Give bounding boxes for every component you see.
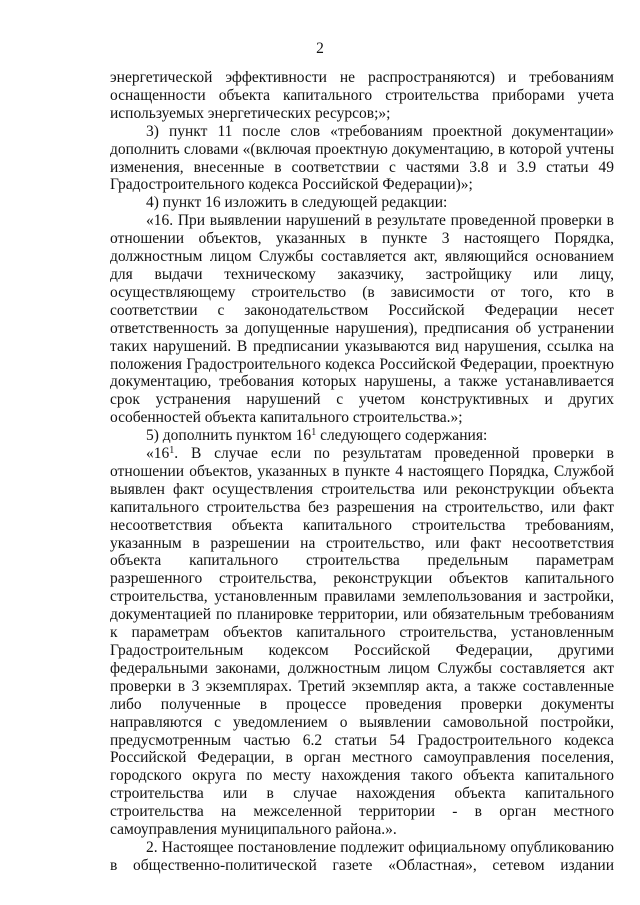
page-number: 2	[316, 40, 324, 57]
clause-16-1-text-before: «16	[146, 445, 170, 463]
paragraph-item-3: 3) пункт 11 после слов «требованиям проектной документации» дополнить словами «(включая проектную документацию, в которой учтены изменения, внесенные в соответствии с частями 3.8 и 3.9 статьи 49 Градостроительного кодекса Российской Федерации)»;	[110, 122, 614, 194]
paragraph-item-2-publication: 2. Настоящее постановление подлежит официальному опубликованию в общественно-политической газете «Областная», сетевом издании	[110, 838, 614, 874]
paragraph-clause-16-1	[110, 445, 614, 839]
paragraph-item-5	[110, 427, 614, 445]
clause-16-1-text-after: . В случае если по результатам проведенной проверки в отношении объектов, указанных в пункте 4 настоящего Порядка, Службой выявлен факт осуществления строительства или реконструкции объекта капитального строительства без разрешения на строительство, или факт несоответствия объекта капитального строительства требованиям, указанным в разрешении на строительство, или факт несоответствия объекта капитального строительства предельным параметрам разрешенного строительства, реконструкции объектов капитального строительства, установленным правилами землепользования и застройки, документацией по планировке территории, или обязательным требованиям к параметрам объектов капитального строительства, установленным Градостроительным кодексом Российской Федерации, другими федеральными законами, должностным лицом Службы составляется акт проверки в 3 экземплярах. Третий экземпляр акта, а также составленные либо полученные в процессе проведения проверки документы направляются с уведомлением о выявлении самовольной постройки, предусмотренным частью 6.2 статьи 54 Градостроительного кодекса Российской Федерации, в орган местного самоуправления поселения, городского округа по месту нахождения такого объекта капитального строительства или в случае нахождения объекта капитального строительства на межселенной территории - в орган местного самоуправления муниципального района.».	[110, 445, 614, 839]
paragraph-clause-16: «16. При выявлении нарушений в результате проведенной проверки в отношении объектов, указанных в пункте 3 настоящего Порядка, должностным лицом Службы составляется акт, являющийся основанием для выдачи техническому заказчику, застройщику или лицу, осуществляющему строительство (в зависимости от того, кто в соответствии с законодательством Российской Федерации несет ответственность за допущенные нарушения), предписания об устранении таких нарушений. В предписании указываются вид нарушения, ссылка на положения Градостроительного кодекса Российской Федерации, проектную документацию, требования которых нарушены, а также устанавливается срок устранения нарушений с учетом конструктивных и других особенностей объекта капитального строительства.»;	[110, 212, 614, 427]
paragraph-continuation: энергетической эффективности не распространяются) и требованиям оснащенности объекта капитального строительства приборами учета используемых энергетических ресурсов;»;	[110, 69, 614, 122]
item-5-text-before: 5) дополнить пунктом 16	[146, 427, 312, 445]
item-5-superscript: 1	[311, 427, 317, 439]
document-body	[110, 69, 614, 875]
item-5-text-after: следующего содержания:	[316, 427, 488, 445]
paragraph-item-4: 4) пункт 16 изложить в следующей редакции:	[146, 194, 448, 212]
clause-16-1-superscript: 1	[169, 445, 175, 457]
